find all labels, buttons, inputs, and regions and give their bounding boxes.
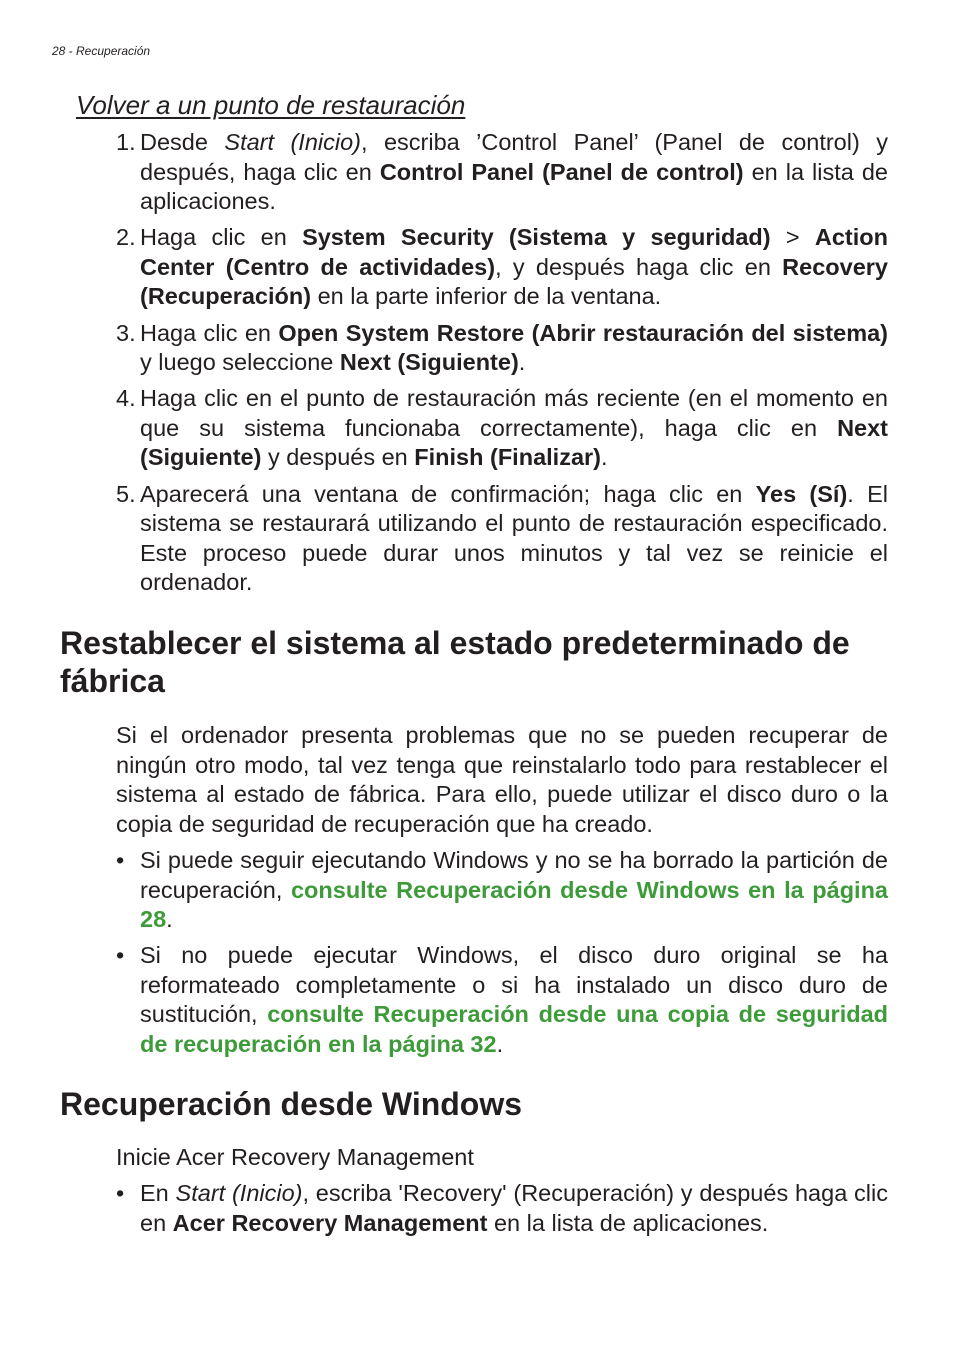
text-run: Haga clic en <box>140 224 303 251</box>
bullet-icon: • <box>116 1180 125 1206</box>
windows-recovery-heading: Recuperación desde Windows <box>60 1086 523 1122</box>
text-run: Aparecerá una ventana de confirmación; haga clic en <box>140 480 756 507</box>
factory-reset-heading-line1: Restablecer el sistema al estado predeterminado de <box>60 625 850 661</box>
item-text <box>140 846 888 935</box>
text-run: En <box>140 1180 176 1206</box>
text-run: . <box>518 349 526 376</box>
item-text <box>140 319 888 378</box>
factory-reset-heading <box>60 624 850 700</box>
text-run: , escriba ’Control Panel’ (Panel de control) y después, haga clic en <box>140 129 888 185</box>
text-run: en la lista de aplicaciones. <box>487 1209 769 1236</box>
bold-term: Next (Siguiente) <box>339 349 519 376</box>
factory-reset-bullets <box>116 846 888 1066</box>
text-run: . <box>601 444 608 471</box>
bold-term: Action Center (Centro de actividades) <box>140 224 888 280</box>
text-run: Haga clic en <box>140 319 279 346</box>
text-run: . <box>496 1031 504 1058</box>
text-run: . El sistema se restaurará utilizando el punto de restauración especificado. Este proceso puede durar unos minutos y tal vez se reinicie el ordenador. <box>140 480 888 596</box>
item-text <box>140 128 888 217</box>
restore-step <box>116 223 888 312</box>
item-text <box>140 480 888 598</box>
item-text <box>140 384 888 473</box>
factory-reset-bullet <box>116 941 888 1059</box>
restore-point-heading: Volver a un punto de restauración <box>76 90 466 120</box>
restore-step <box>116 384 888 473</box>
restore-step <box>116 128 888 217</box>
text-run: en la parte inferior de la ventana. <box>311 283 662 310</box>
text-run: en la lista de aplicaciones. <box>140 158 889 215</box>
cross-reference-link[interactable]: consulte Recuperación desde Windows en la página 28 <box>140 876 888 933</box>
text-run: > <box>770 224 815 251</box>
item-text <box>140 1179 888 1238</box>
step-number: 5. <box>116 480 136 507</box>
windows-recovery-subline: Inicie Acer Recovery Management <box>116 1144 474 1170</box>
italic-term: Start (Inicio) <box>224 129 361 155</box>
factory-reset-heading-line2: fábrica <box>60 663 165 699</box>
text-run: y luego seleccione <box>140 349 340 376</box>
page-running-header: 28 - Recuperación <box>52 44 151 58</box>
item-text <box>140 223 888 312</box>
text-run: Desde <box>140 129 225 155</box>
text-run: , y después haga clic en <box>495 253 783 280</box>
text-run: , escriba 'Recovery' (Recuperación) y después haga clic en <box>140 1180 888 1236</box>
bullet-icon: • <box>116 847 125 873</box>
step-number: 4. <box>116 385 136 412</box>
bold-term: Control Panel (Panel de control) <box>379 158 744 185</box>
cross-reference-link[interactable]: consulte Recuperación desde una copia de seguridad de recuperación en la página 32 <box>140 1001 888 1058</box>
restore-step <box>116 319 888 378</box>
item-text <box>140 941 888 1059</box>
italic-term: Start (Inicio) <box>175 1180 303 1206</box>
text-run: . <box>166 906 173 933</box>
bold-term: Acer Recovery Management <box>172 1209 488 1236</box>
restore-step <box>116 480 888 598</box>
restore-steps-list <box>116 128 888 604</box>
text-run: Si no puede ejecutar Windows, el disco duro original se ha reformateado completamente o si ha instalado un disco duro de sustitución, <box>140 942 888 1028</box>
bullet-icon: • <box>116 942 125 969</box>
bold-term: Yes (Sí) <box>755 480 848 507</box>
text-run: Haga clic en el punto de restauración más reciente (en el momento en que su sistema funcionaba correctamente), haga clic en <box>140 385 888 441</box>
bold-term: Open System Restore (Abrir restauración del sistema) <box>278 319 888 346</box>
step-number: 2. <box>116 224 136 251</box>
text-run: Si puede seguir ejecutando Windows y no se ha borrado la partición de recuperación, <box>140 847 888 903</box>
bold-term: Recovery (Recuperación) <box>140 253 888 310</box>
factory-reset-intro: Si el ordenador presenta problemas que no se pueden recuperar de ningún otro modo, tal vez tenga que reinstalarlo todo para restablecer el sistema al estado de fábrica. Para ello, puede utilizar el disco duro o la copia de seguridad de recuperación que ha creado. <box>116 722 888 837</box>
bold-term: Next (Siguiente) <box>140 414 888 471</box>
factory-reset-bullet <box>116 846 888 935</box>
windows-recovery-bullet <box>116 1179 888 1238</box>
step-number: 3. <box>116 319 136 346</box>
bold-term: System Security (Sistema y seguridad) <box>302 224 771 251</box>
bold-term: Finish (Finalizar) <box>414 444 601 471</box>
step-number: 1. <box>116 129 136 155</box>
text-run: y después en <box>261 444 415 471</box>
windows-recovery-bullets <box>116 1179 888 1245</box>
